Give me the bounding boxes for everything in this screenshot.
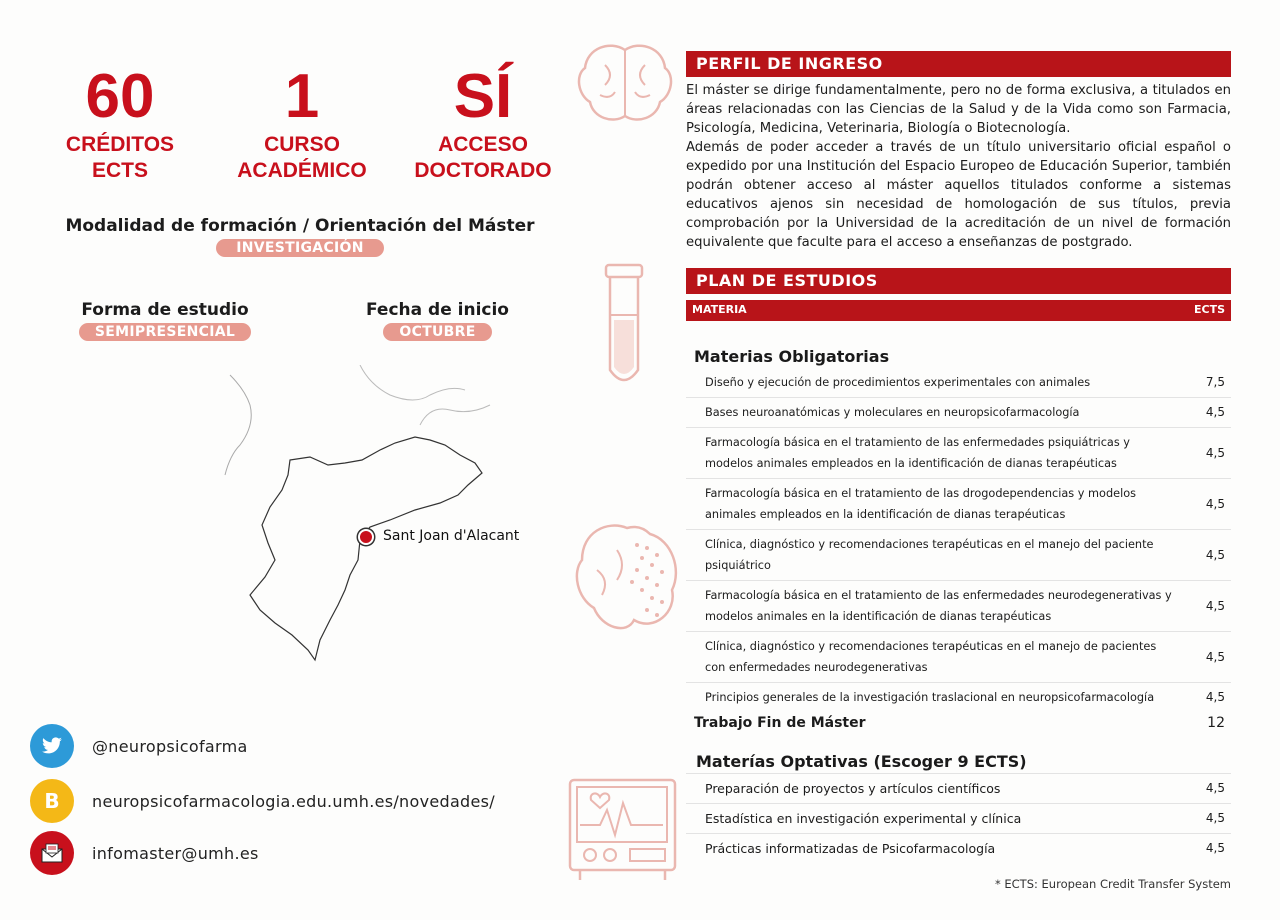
table-row <box>686 479 1231 530</box>
stat-number: SÍ <box>453 62 513 131</box>
mail-address[interactable]: infomaster@umh.es <box>92 843 259 863</box>
modalidad-pill: INVESTIGACIÓN <box>216 239 384 257</box>
materia-name: Prácticas informatizadas de Psicofarmacología <box>705 841 996 856</box>
materia-ects: 4,5 <box>1205 547 1225 562</box>
twitter-icon <box>30 724 74 768</box>
right-page <box>686 0 1231 920</box>
location-marker <box>358 529 374 545</box>
stat-curso <box>212 62 392 184</box>
materia-name: Estadística en investigación experimental y clínica <box>705 811 1022 826</box>
materia-ects: 4,5 <box>1205 649 1225 664</box>
stat-doctorado <box>393 62 573 184</box>
stat-label: ACADÉMICO <box>237 159 367 182</box>
materia-name: Farmacología básica en el tratamiento de las enfermedades psiquiátricas y modelos animales empleados en la identificación de dianas terapéuticas <box>705 436 1130 470</box>
table-row <box>686 834 1231 863</box>
table-row <box>686 398 1231 428</box>
modalidad-block <box>60 216 540 257</box>
stat-creditos <box>30 62 210 184</box>
materia-ects: 4,5 <box>1205 496 1225 511</box>
materia-name: Principios generales de la investigación traslacional en neuropsicofarmacología <box>705 691 1155 704</box>
materia-name: Preparación de proyectos y artículos científicos <box>705 781 1001 796</box>
materia-ects: 4,5 <box>1205 598 1225 613</box>
materia-name: Farmacología básica en el tratamiento de las enfermedades neurodegenerativas y modelos animales en la identificación de dianas terapéuticas <box>705 589 1172 623</box>
perfil-paragraph-2: Además de poder acceder a través de un título universitario oficial español o expedido por una Institución del Espacio Europeo de Educación Superior, también podrán obtener acceso al máster aquellos titulados conforme a sistemas educativos ajenos sin necesidad de homologación de sus títulos, previa comprobación por la Universidad de la acreditación de un nivel de formación equivalente que faculte para el acceso a enseñanzas de postgrado. <box>686 140 1231 250</box>
materia-name: Bases neuroanatómicas y moleculares en neuropsicofarmacología <box>705 406 1080 419</box>
table-row <box>686 632 1231 683</box>
left-page <box>0 0 600 920</box>
forma-block <box>60 300 270 341</box>
footnote: * ECTS: European Credit Transfer System <box>994 877 1231 891</box>
fecha-title: Fecha de inicio <box>366 300 509 320</box>
ecg-monitor-icon <box>565 775 680 885</box>
forma-title: Forma de estudio <box>81 300 249 320</box>
table-header <box>686 300 1231 321</box>
blog-icon: B <box>30 779 74 823</box>
table-row <box>686 683 1231 712</box>
table-row <box>686 428 1231 479</box>
materia-ects: 4,5 <box>1205 690 1225 704</box>
contact-twitter[interactable] <box>30 724 248 768</box>
stat-label: ACCESO <box>438 133 528 156</box>
materia-name: Clínica, diagnóstico y recomendaciones terapéuticas en el manejo del paciente psiquiátrico <box>705 538 1154 572</box>
fecha-pill: OCTUBRE <box>383 323 491 341</box>
materia-ects: 4,5 <box>1205 781 1225 795</box>
stat-number: 60 <box>85 62 155 131</box>
tfm-name: Trabajo Fin de Máster <box>694 715 866 731</box>
brain-icon <box>575 40 675 130</box>
test-tube-icon <box>588 255 658 395</box>
tfm-ects: 12 <box>1207 715 1225 731</box>
fecha-block <box>340 300 535 341</box>
table-row <box>686 581 1231 632</box>
stat-number: 1 <box>284 62 320 131</box>
mail-icon <box>30 831 74 875</box>
twitter-handle[interactable]: @neuropsicofarma <box>92 736 248 756</box>
materia-name: Clínica, diagnóstico y recomendaciones terapéuticas en el manejo de pacientes con enfermedades neurodegenerativas <box>705 640 1157 674</box>
stat-label: ECTS <box>91 159 148 182</box>
plan-header: PLAN DE ESTUDIOS <box>686 268 1231 294</box>
materia-ects: 4,5 <box>1205 841 1225 855</box>
stat-label: DOCTORADO <box>414 159 552 182</box>
brain-dotted-icon <box>572 520 682 640</box>
materia-ects: 7,5 <box>1205 375 1225 389</box>
col-materia: MATERIA <box>692 303 747 316</box>
table-row <box>686 774 1231 804</box>
blog-url[interactable]: neuropsicofarmacologia.edu.umh.es/novedades/ <box>92 791 495 811</box>
materia-ects: 4,5 <box>1205 811 1225 825</box>
materia-ects: 4,5 <box>1205 405 1225 419</box>
optativas-list <box>686 773 1231 863</box>
perfil-paragraph-1: El máster se dirige fundamentalmente, pero no de forma exclusiva, a titulados en áreas relacionadas con las Ciencias de la Salud y de la Vida como son Farmacia, Psicología, Medicina, Veterinaria, Biología o Biotecnología. <box>686 83 1231 136</box>
forma-pill: SEMIPRESENCIAL <box>79 323 251 341</box>
col-ects: ECTS <box>1193 303 1225 316</box>
table-row <box>686 804 1231 834</box>
optativas-title: Materías Optativas (Escoger 9 ECTS) <box>696 752 1027 771</box>
plan-section <box>686 268 1231 863</box>
stat-label: CRÉDITOS <box>65 133 175 156</box>
materia-ects: 4,5 <box>1205 445 1225 460</box>
region-map <box>220 365 520 665</box>
tfm-row <box>686 712 1231 734</box>
materia-name: Diseño y ejecución de procedimientos experimentales con animales <box>705 376 1091 389</box>
table-row <box>686 368 1231 398</box>
table-row <box>686 530 1231 581</box>
materia-name: Farmacología básica en el tratamiento de las drogodependencias y modelos animales empleados en la identificación de dianas terapéuticas <box>705 487 1137 521</box>
stat-label: CURSO <box>264 133 340 156</box>
obligatorias-list <box>686 368 1231 712</box>
modalidad-title: Modalidad de formación / Orientación del Máster <box>65 216 535 236</box>
obligatorias-title: Materias Obligatorias <box>694 347 890 366</box>
perfil-header: PERFIL DE INGRESO <box>686 51 1231 77</box>
contact-blog[interactable] <box>30 779 495 823</box>
contact-mail[interactable] <box>30 831 259 875</box>
location-label: Sant Joan d'Alacant <box>383 528 520 544</box>
